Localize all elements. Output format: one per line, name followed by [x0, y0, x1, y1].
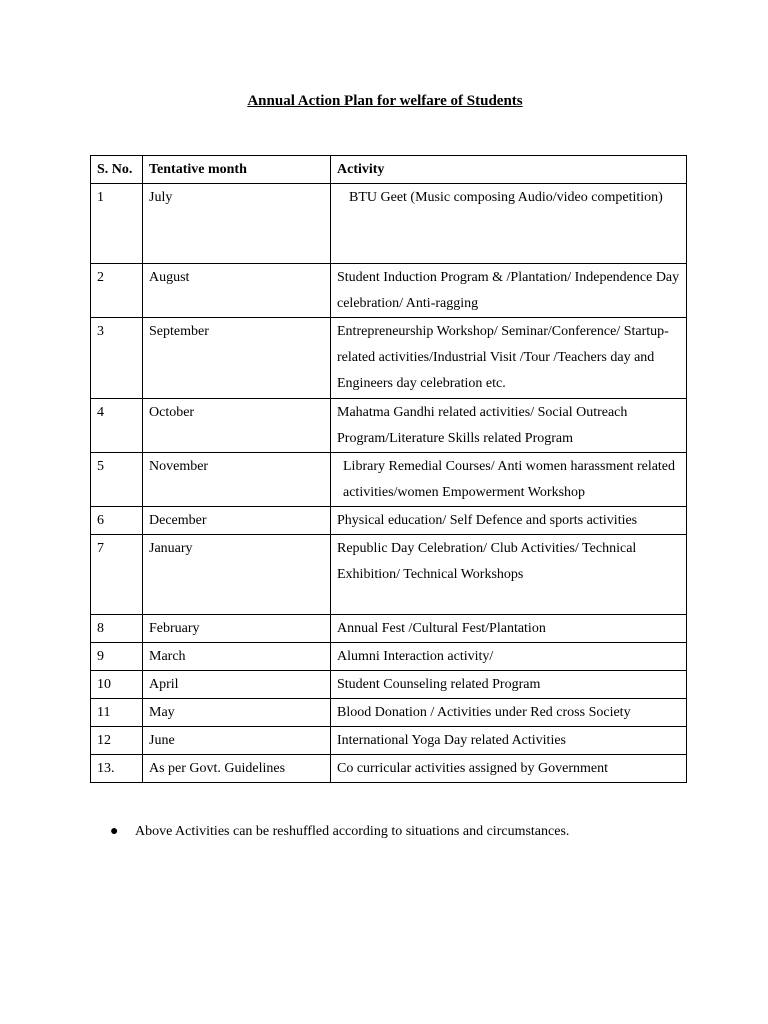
- row-activity: Mahatma Gandhi related activities/ Social Outreach Program/Literature Skills related Program: [331, 399, 687, 453]
- row-activity: Republic Day Celebration/ Club Activities/ Technical Exhibition/ Technical Workshops: [331, 535, 687, 615]
- table-row: [91, 507, 687, 535]
- row-activity: Entrepreneurship Workshop/ Seminar/Conference/ Startup-related activities/Industrial Visit /Tour /Teachers day and Engineers day celebration etc.: [331, 318, 687, 399]
- row-month: September: [143, 318, 331, 399]
- row-activity: Alumni Interaction activity/: [331, 643, 687, 671]
- row-month: As per Govt. Guidelines: [143, 755, 331, 783]
- row-sno: 10: [91, 671, 143, 699]
- row-sno: 7: [91, 535, 143, 615]
- row-month: August: [143, 264, 331, 318]
- row-sno: 1: [91, 184, 143, 264]
- row-month: January: [143, 535, 331, 615]
- row-activity: Annual Fest /Cultural Fest/Plantation: [331, 615, 687, 643]
- table-header-row: [91, 156, 687, 184]
- row-activity: Physical education/ Self Defence and sports activities: [331, 507, 687, 535]
- row-sno: 9: [91, 643, 143, 671]
- row-activity: Student Counseling related Program: [331, 671, 687, 699]
- row-month: October: [143, 399, 331, 453]
- row-month: November: [143, 453, 331, 507]
- row-sno: 4: [91, 399, 143, 453]
- row-activity: Blood Donation / Activities under Red cross Society: [331, 699, 687, 727]
- table-row: [91, 184, 687, 264]
- bullet-icon: ●: [110, 824, 119, 839]
- row-sno: 8: [91, 615, 143, 643]
- table-row: [91, 755, 687, 783]
- table-row: [91, 264, 687, 318]
- row-sno: 13.: [91, 755, 143, 783]
- header-activity: Activity: [331, 156, 687, 184]
- row-sno: 12: [91, 727, 143, 755]
- row-month: April: [143, 671, 331, 699]
- row-month: March: [143, 643, 331, 671]
- table-row: [91, 399, 687, 453]
- row-sno: 5: [91, 453, 143, 507]
- table-row: [91, 727, 687, 755]
- row-activity: Co curricular activities assigned by Government: [331, 755, 687, 783]
- row-sno: 6: [91, 507, 143, 535]
- header-month: Tentative month: [143, 156, 331, 184]
- row-month: February: [143, 615, 331, 643]
- row-activity: International Yoga Day related Activities: [331, 727, 687, 755]
- row-sno: 11: [91, 699, 143, 727]
- row-activity: Library Remedial Courses/ Anti women harassment related activities/women Empowerment Workshop: [331, 453, 687, 507]
- row-activity: Student Induction Program & /Plantation/ Independence Day celebration/ Anti-ragging: [331, 264, 687, 318]
- table-row: [91, 318, 687, 399]
- table-row: [91, 615, 687, 643]
- row-month: May: [143, 699, 331, 727]
- table-row: [91, 699, 687, 727]
- page-title: Annual Action Plan for welfare of Students: [247, 93, 523, 109]
- table-row: [91, 453, 687, 507]
- row-sno: 2: [91, 264, 143, 318]
- table-row: [91, 671, 687, 699]
- row-month: June: [143, 727, 331, 755]
- row-month: July: [143, 184, 331, 264]
- row-sno: 3: [91, 318, 143, 399]
- action-plan-table: [90, 155, 687, 783]
- header-sno: S. No.: [91, 156, 143, 184]
- row-activity: BTU Geet (Music composing Audio/video competition): [331, 184, 687, 264]
- note-text: Above Activities can be reshuffled according to situations and circumstances.: [135, 824, 570, 839]
- table-row: [91, 643, 687, 671]
- row-month: December: [143, 507, 331, 535]
- table-row: [91, 535, 687, 615]
